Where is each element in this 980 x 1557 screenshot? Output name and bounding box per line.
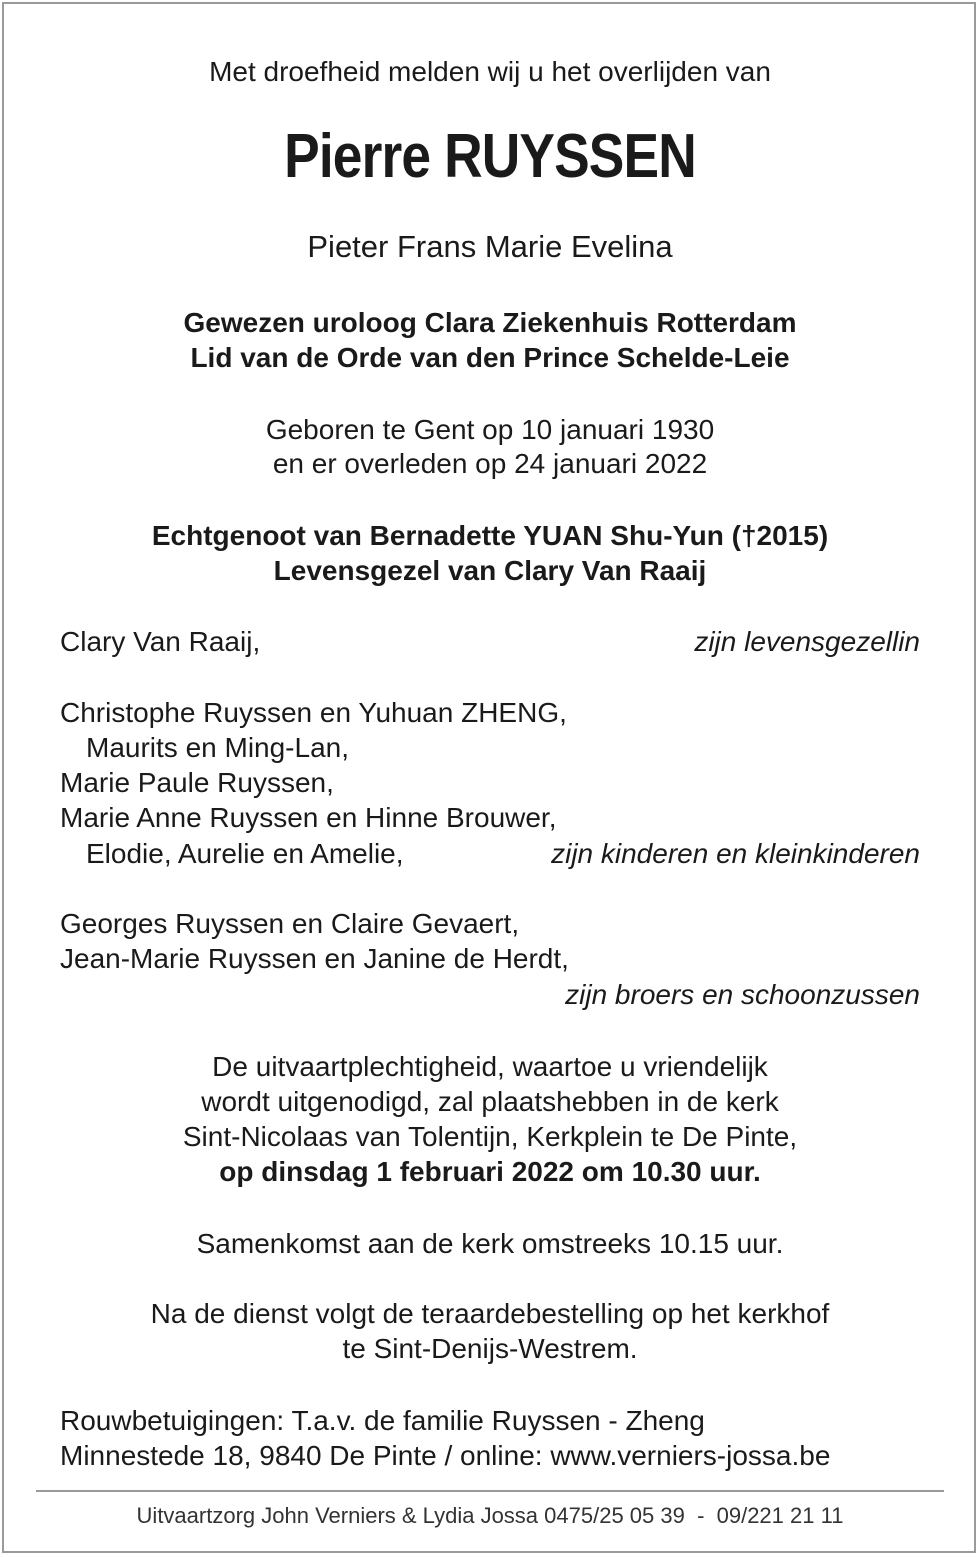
title-line-1: Gewezen uroloog Clara Ziekenhuis Rotterdam bbox=[183, 307, 797, 338]
family-line: Maurits en Ming-Lan, bbox=[86, 732, 350, 763]
condolences-line-2: Minnestede 18, 9840 De Pinte / online: www.verniers-jossa.be bbox=[60, 1440, 831, 1471]
spouse-line-1: Echtgenoot van Bernadette YUAN Shu-Yun (†2015) bbox=[151, 520, 829, 551]
condolences-line-1: Rouwbetuigingen: T.a.v. de familie Ruyssen - Zheng bbox=[60, 1405, 705, 1436]
gathering-text: Samenkomst aan de kerk omstreeks 10.15 uur. bbox=[196, 1228, 784, 1259]
funeral-home-footer: Uitvaartzorg John Verniers & Lydia Jossa 0475/25 05 39 - 09/221 21 11 bbox=[136, 1503, 844, 1528]
footer-divider bbox=[36, 1490, 944, 1492]
family-line: Elodie, Aurelie en Amelie, bbox=[86, 838, 404, 869]
intro-text: Met droefheid melden wij u het overlijden van bbox=[209, 56, 771, 87]
birth-line: Geboren te Gent op 10 januari 1930 bbox=[265, 414, 715, 445]
partner-name: Clary Van Raaij, bbox=[60, 626, 261, 657]
given-names: Pieter Frans Marie Evelina bbox=[307, 229, 673, 264]
family-line: Marie Anne Ruyssen en Hinne Brouwer, bbox=[60, 802, 557, 833]
sibling-line: Jean-Marie Ruyssen en Janine de Herdt, bbox=[60, 943, 569, 974]
ceremony-line-3: Sint-Nicolaas van Tolentijn, Kerkplein te De Pinte, bbox=[182, 1121, 798, 1152]
siblings-relation: zijn broers en schoonzussen bbox=[565, 979, 920, 1010]
family-line: Christophe Ruyssen en Yuhuan ZHENG, bbox=[60, 697, 567, 728]
title-line-2: Lid van de Orde van den Prince Schelde-Leie bbox=[190, 342, 790, 373]
burial-line-2: te Sint-Denijs-Westrem. bbox=[342, 1333, 638, 1364]
deceased-name: Pierre RUYSSEN bbox=[284, 122, 696, 191]
family-line: Marie Paule Ruyssen, bbox=[60, 767, 334, 798]
ceremony-line-2: wordt uitgenodigd, zal plaatshebben in de kerk bbox=[201, 1086, 779, 1117]
death-line: en er overleden op 24 januari 2022 bbox=[272, 448, 708, 479]
sibling-line: Georges Ruyssen en Claire Gevaert, bbox=[60, 908, 520, 939]
spouse-line-2: Levensgezel van Clary Van Raaij bbox=[273, 555, 707, 586]
ceremony-time: op dinsdag 1 februari 2022 om 10.30 uur. bbox=[219, 1156, 761, 1187]
ceremony-line-1: De uitvaartplechtigheid, waartoe u vriendelijk bbox=[212, 1051, 768, 1082]
partner-relation: zijn levensgezellin bbox=[694, 626, 920, 657]
children-relation: zijn kinderen en kleinkinderen bbox=[551, 838, 920, 869]
burial-line-1: Na de dienst volgt de teraardebestelling op het kerkhof bbox=[150, 1298, 830, 1329]
